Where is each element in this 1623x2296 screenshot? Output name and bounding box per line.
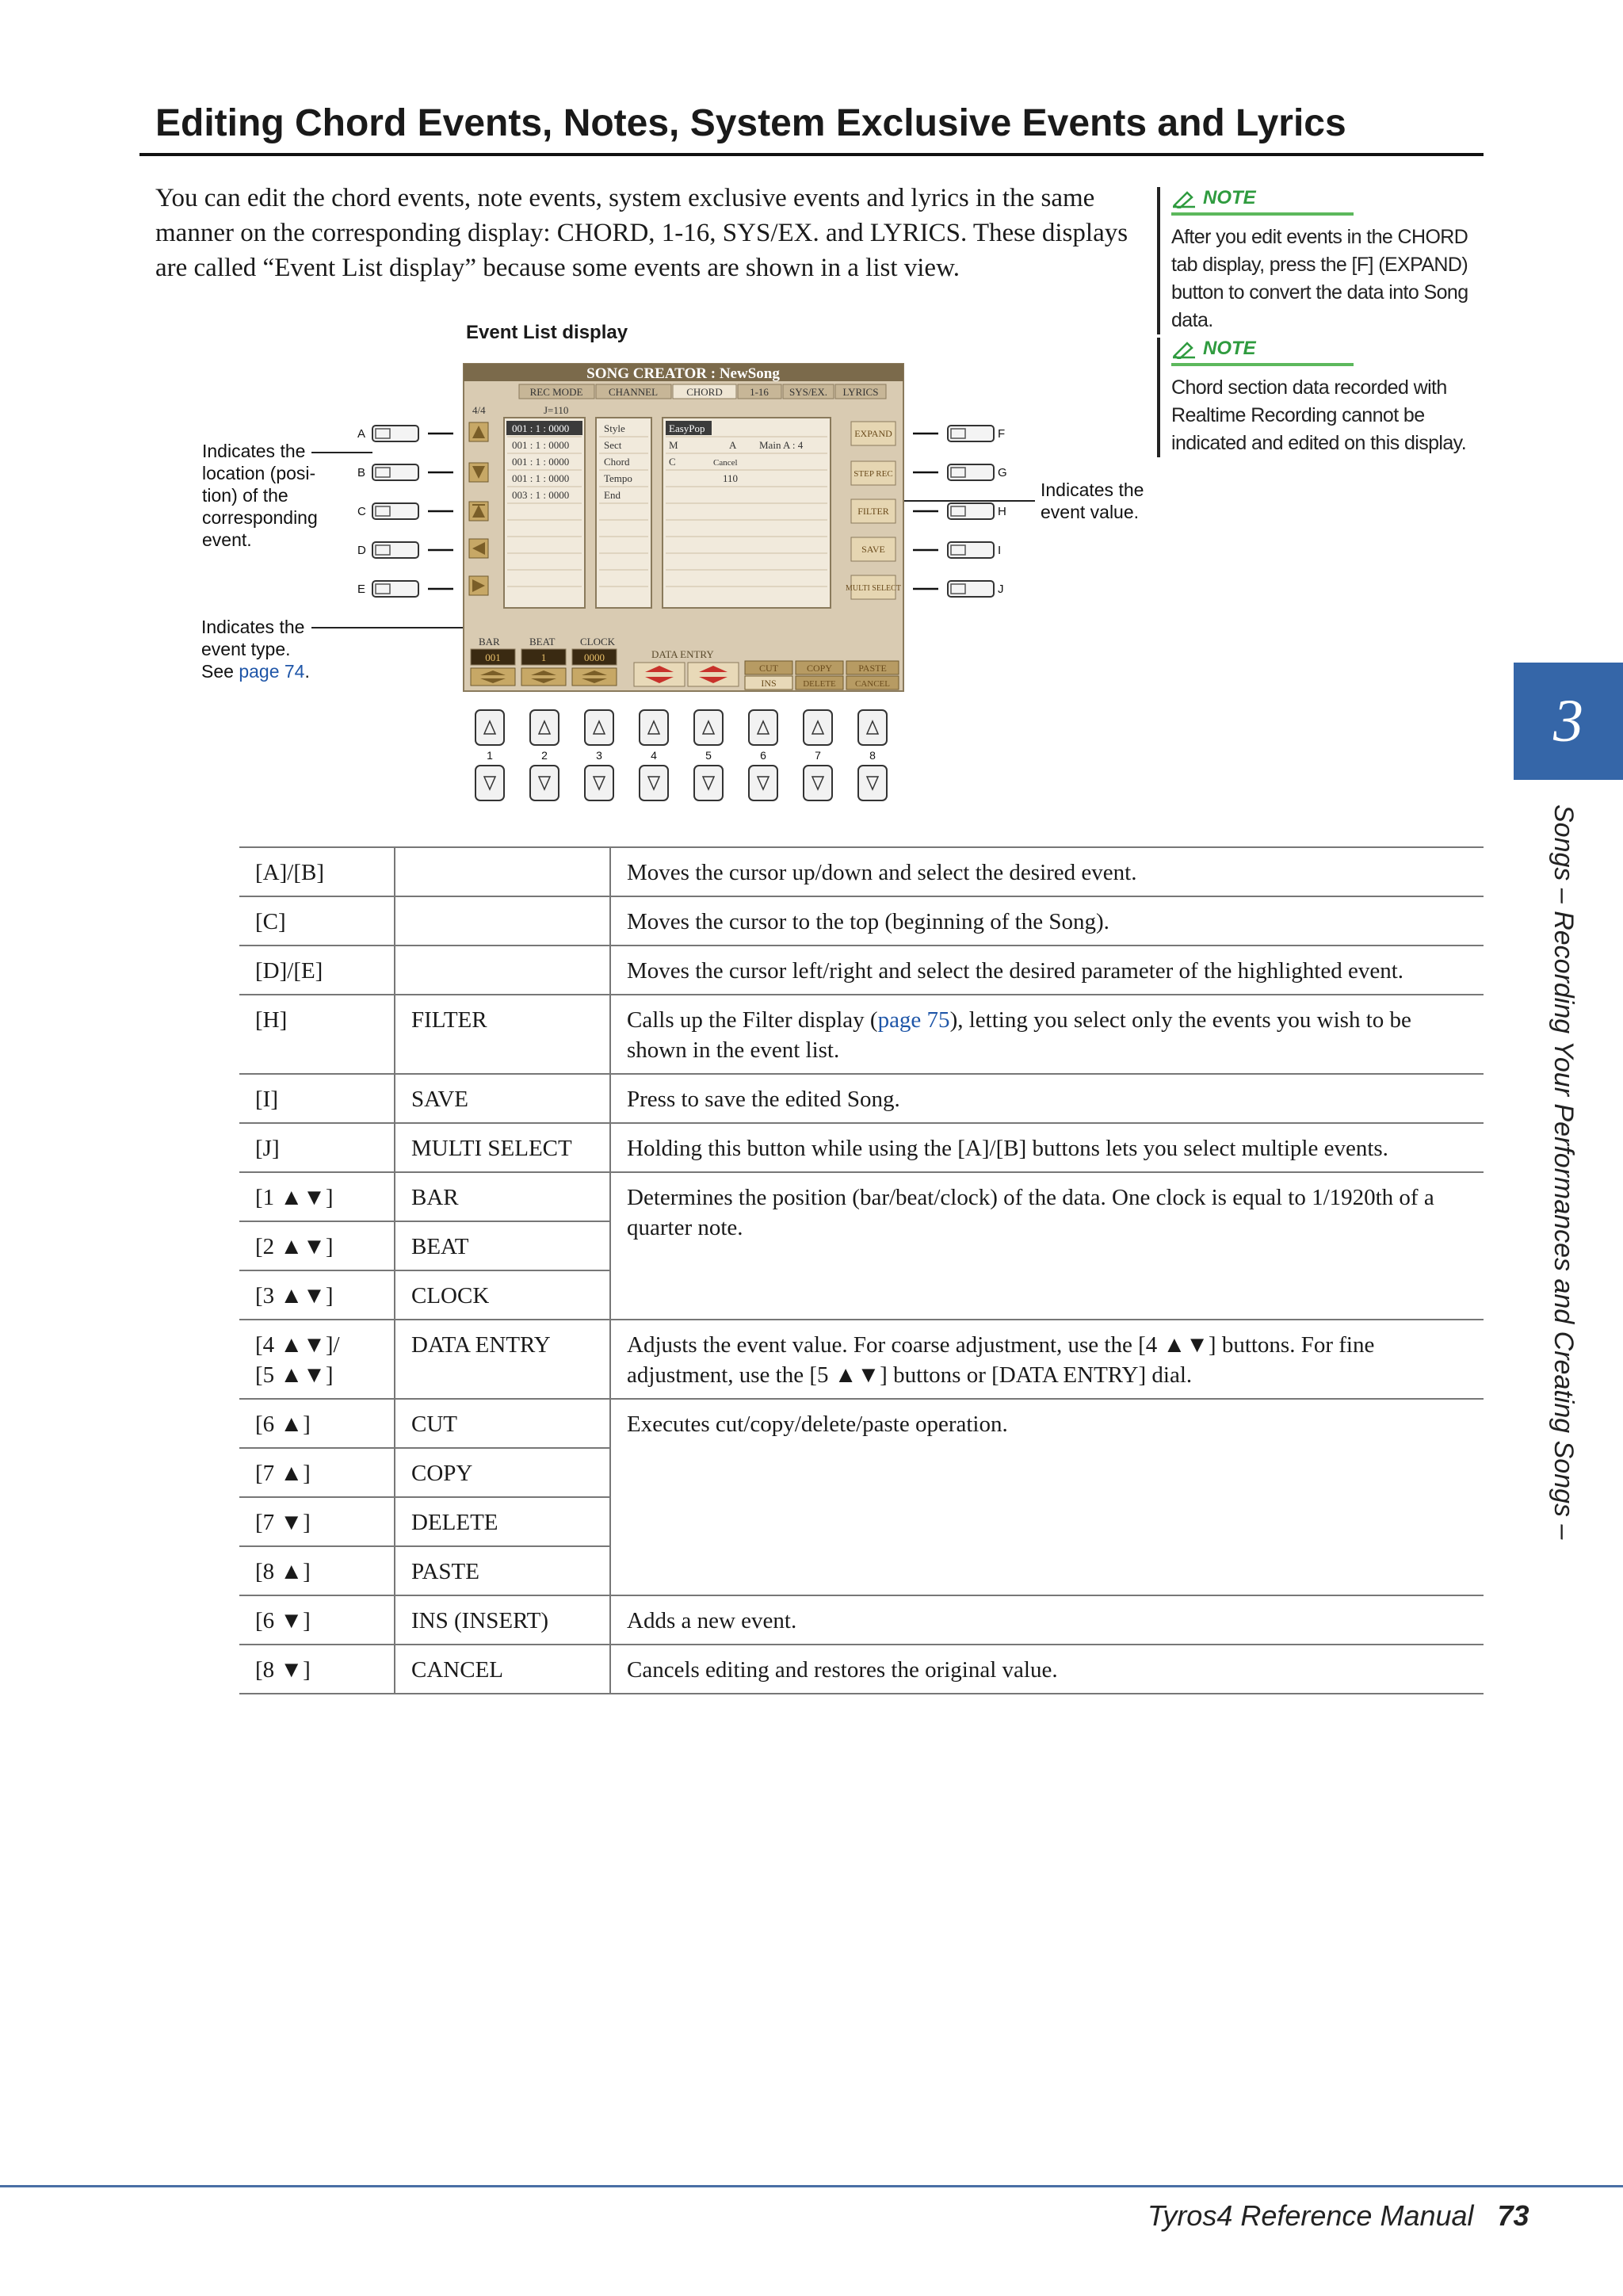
svg-text:Cancel: Cancel bbox=[713, 458, 738, 468]
svg-text:003 : 1 : 0000: 003 : 1 : 0000 bbox=[512, 489, 570, 501]
svg-text:7: 7 bbox=[815, 749, 821, 762]
page-75-link[interactable]: page 75 bbox=[877, 1007, 950, 1033]
table-row: [7 ▼] DELETE bbox=[239, 1497, 1484, 1546]
svg-text:5: 5 bbox=[705, 749, 712, 762]
svg-text:EXPAND: EXPAND bbox=[854, 428, 892, 439]
svg-text:8: 8 bbox=[869, 749, 876, 762]
note-text: Chord section data recorded with Realtime Recording cannot be indicated and edited on this display. bbox=[1171, 376, 1467, 454]
footer-rule bbox=[0, 2185, 1623, 2187]
svg-text:2: 2 bbox=[541, 749, 548, 762]
table-row: [8 ▲] PASTE bbox=[239, 1546, 1484, 1595]
svg-text:CHORD: CHORD bbox=[686, 386, 723, 398]
figure-caption: Event List display bbox=[466, 322, 628, 343]
chapter-title-vertical: Songs – Recording Your Performances and Creating Songs – bbox=[1549, 804, 1579, 1540]
svg-text:E: E bbox=[357, 583, 366, 596]
page-title: Editing Chord Events, Notes, System Exclusive Events and Lyrics bbox=[155, 102, 1346, 144]
svg-text:Main A : 4: Main A : 4 bbox=[759, 439, 804, 451]
svg-text:Style: Style bbox=[604, 422, 625, 434]
table-row: [6 ▼] INS (INSERT) Adds a new event. bbox=[239, 1595, 1484, 1645]
svg-text:End: End bbox=[604, 489, 621, 501]
page-74-link[interactable]: page 74 bbox=[239, 661, 305, 682]
svg-text:COPY: COPY bbox=[806, 663, 833, 674]
table-row: [6 ▲] CUT Executes cut/copy/delete/paste operation. bbox=[239, 1399, 1484, 1448]
callout-event-value: Indicates the event value. bbox=[1041, 479, 1144, 522]
svg-text:LYRICS: LYRICS bbox=[842, 386, 879, 398]
table-row: [C] Moves the cursor to the top (beginning of the Song). bbox=[239, 896, 1484, 946]
callout-event-type: Indicates the event type. See page 74. bbox=[201, 617, 310, 682]
svg-text:REC MODE: REC MODE bbox=[529, 386, 583, 398]
svg-text:D: D bbox=[357, 544, 366, 557]
svg-text:CANCEL: CANCEL bbox=[855, 679, 890, 689]
svg-text:F: F bbox=[998, 427, 1006, 441]
svg-text:001 : 1 : 0000: 001 : 1 : 0000 bbox=[512, 472, 570, 484]
table-row: [J] MULTI SELECT Holding this button while using the [A]/[B] buttons lets you select multiple events. bbox=[239, 1123, 1484, 1172]
svg-text:EasyPop: EasyPop bbox=[669, 422, 705, 434]
note-text: After you edit events in the CHORD tab display, press the [F] (EXPAND) button to convert the data into Song data. bbox=[1171, 226, 1468, 331]
svg-text:M: M bbox=[669, 439, 678, 451]
svg-text:STEP REC: STEP REC bbox=[854, 469, 893, 479]
svg-text:3: 3 bbox=[596, 749, 602, 762]
button-function-table bbox=[239, 846, 1484, 1694]
svg-text:BEAT: BEAT bbox=[529, 636, 556, 648]
svg-text:CLOCK: CLOCK bbox=[580, 636, 616, 648]
page-number: 73 bbox=[1497, 2199, 1529, 2232]
table-row: [4 ▲▼]/ [5 ▲▼] DATA ENTRY Adjusts the event value. For coarse adjustment, use the [4 ▲▼] buttons. For fine adjustment, use the [5 ▲▼] buttons or [DATA ENTRY] dial. bbox=[239, 1320, 1484, 1399]
svg-text:1: 1 bbox=[540, 651, 547, 663]
table-row: [7 ▲] COPY bbox=[239, 1448, 1484, 1497]
table-row: [D]/[E] Moves the cursor left/right and select the desired parameter of the highlighted event. bbox=[239, 946, 1484, 995]
svg-text:J: J bbox=[998, 583, 1004, 596]
intro-paragraph: You can edit the chord events, note events, system exclusive events and lyrics in the same manner on the corresponding display: CHORD, 1-16, SYS/EX. and LYRICS. These displays are called “Event List display” because some events are shown in a list view. bbox=[155, 184, 1128, 282]
chapter-tab: 3 bbox=[1514, 663, 1623, 780]
svg-text:DELETE: DELETE bbox=[803, 679, 836, 689]
svg-text:Chord: Chord bbox=[604, 456, 630, 468]
svg-text:H: H bbox=[998, 505, 1006, 518]
svg-text:0000: 0000 bbox=[584, 651, 605, 663]
svg-text:PASTE: PASTE bbox=[858, 663, 887, 674]
svg-text:MULTI SELECT: MULTI SELECT bbox=[846, 584, 901, 593]
table-row: [1 ▲▼] BAR Determines the position (bar/beat/clock) of the data. One clock is equal to 1/1920th of a quarter note. bbox=[239, 1172, 1484, 1221]
svg-text:BAR: BAR bbox=[479, 636, 500, 648]
table-row: [H] FILTER Calls up the Filter display (page 75), letting you select only the events you wish to be shown in the event list. bbox=[239, 995, 1484, 1074]
svg-text:1-16: 1-16 bbox=[750, 386, 769, 398]
note-label: NOTE bbox=[1203, 338, 1256, 359]
svg-text:CHANNEL: CHANNEL bbox=[608, 386, 659, 398]
table-row: [2 ▲▼] BEAT bbox=[239, 1221, 1484, 1270]
svg-text:001 : 1 : 0000: 001 : 1 : 0000 bbox=[512, 439, 570, 451]
svg-text:SYS/EX.: SYS/EX. bbox=[789, 386, 828, 398]
svg-text:DATA ENTRY: DATA ENTRY bbox=[651, 648, 714, 660]
svg-text:FILTER: FILTER bbox=[857, 506, 889, 517]
table-row: [3 ▲▼] CLOCK bbox=[239, 1270, 1484, 1320]
svg-text:4/4: 4/4 bbox=[472, 404, 486, 416]
manual-title: Tyros4 Reference Manual bbox=[1148, 2199, 1474, 2232]
table-row: [8 ▼] CANCEL Cancels editing and restores the original value. bbox=[239, 1645, 1484, 1694]
svg-text:A: A bbox=[729, 439, 737, 451]
svg-text:001 : 1 : 0000: 001 : 1 : 0000 bbox=[512, 456, 570, 468]
svg-text:4: 4 bbox=[651, 749, 657, 762]
callout-location: Indicates the location (posi- tion) of the corresponding event. bbox=[202, 441, 318, 550]
event-list-figure bbox=[0, 0, 1623, 840]
note-label: NOTE bbox=[1203, 187, 1256, 208]
svg-text:001 : 1 : 0000: 001 : 1 : 0000 bbox=[512, 422, 570, 434]
svg-text:CUT: CUT bbox=[759, 663, 778, 674]
page-footer bbox=[1148, 2199, 1529, 2233]
svg-text:INS: INS bbox=[761, 678, 777, 689]
screen-title: SONG CREATOR : NewSong bbox=[586, 365, 780, 382]
svg-text:001: 001 bbox=[485, 651, 501, 663]
svg-text:C: C bbox=[669, 456, 676, 468]
table-row: [A]/[B] Moves the cursor up/down and select the desired event. bbox=[239, 847, 1484, 896]
svg-text:I: I bbox=[998, 544, 1002, 557]
table-row: [I] SAVE Press to save the edited Song. bbox=[239, 1074, 1484, 1123]
svg-text:Tempo: Tempo bbox=[604, 472, 632, 484]
svg-text:B: B bbox=[357, 466, 366, 479]
svg-text:6: 6 bbox=[760, 749, 766, 762]
svg-text:A: A bbox=[357, 427, 366, 441]
svg-text:1: 1 bbox=[487, 749, 493, 762]
svg-text:Sect: Sect bbox=[604, 439, 622, 451]
svg-text:G: G bbox=[998, 466, 1007, 479]
svg-text:110: 110 bbox=[723, 472, 739, 484]
svg-text:C: C bbox=[357, 505, 366, 518]
svg-text:SAVE: SAVE bbox=[861, 544, 885, 555]
svg-text:J=110: J=110 bbox=[544, 404, 569, 416]
